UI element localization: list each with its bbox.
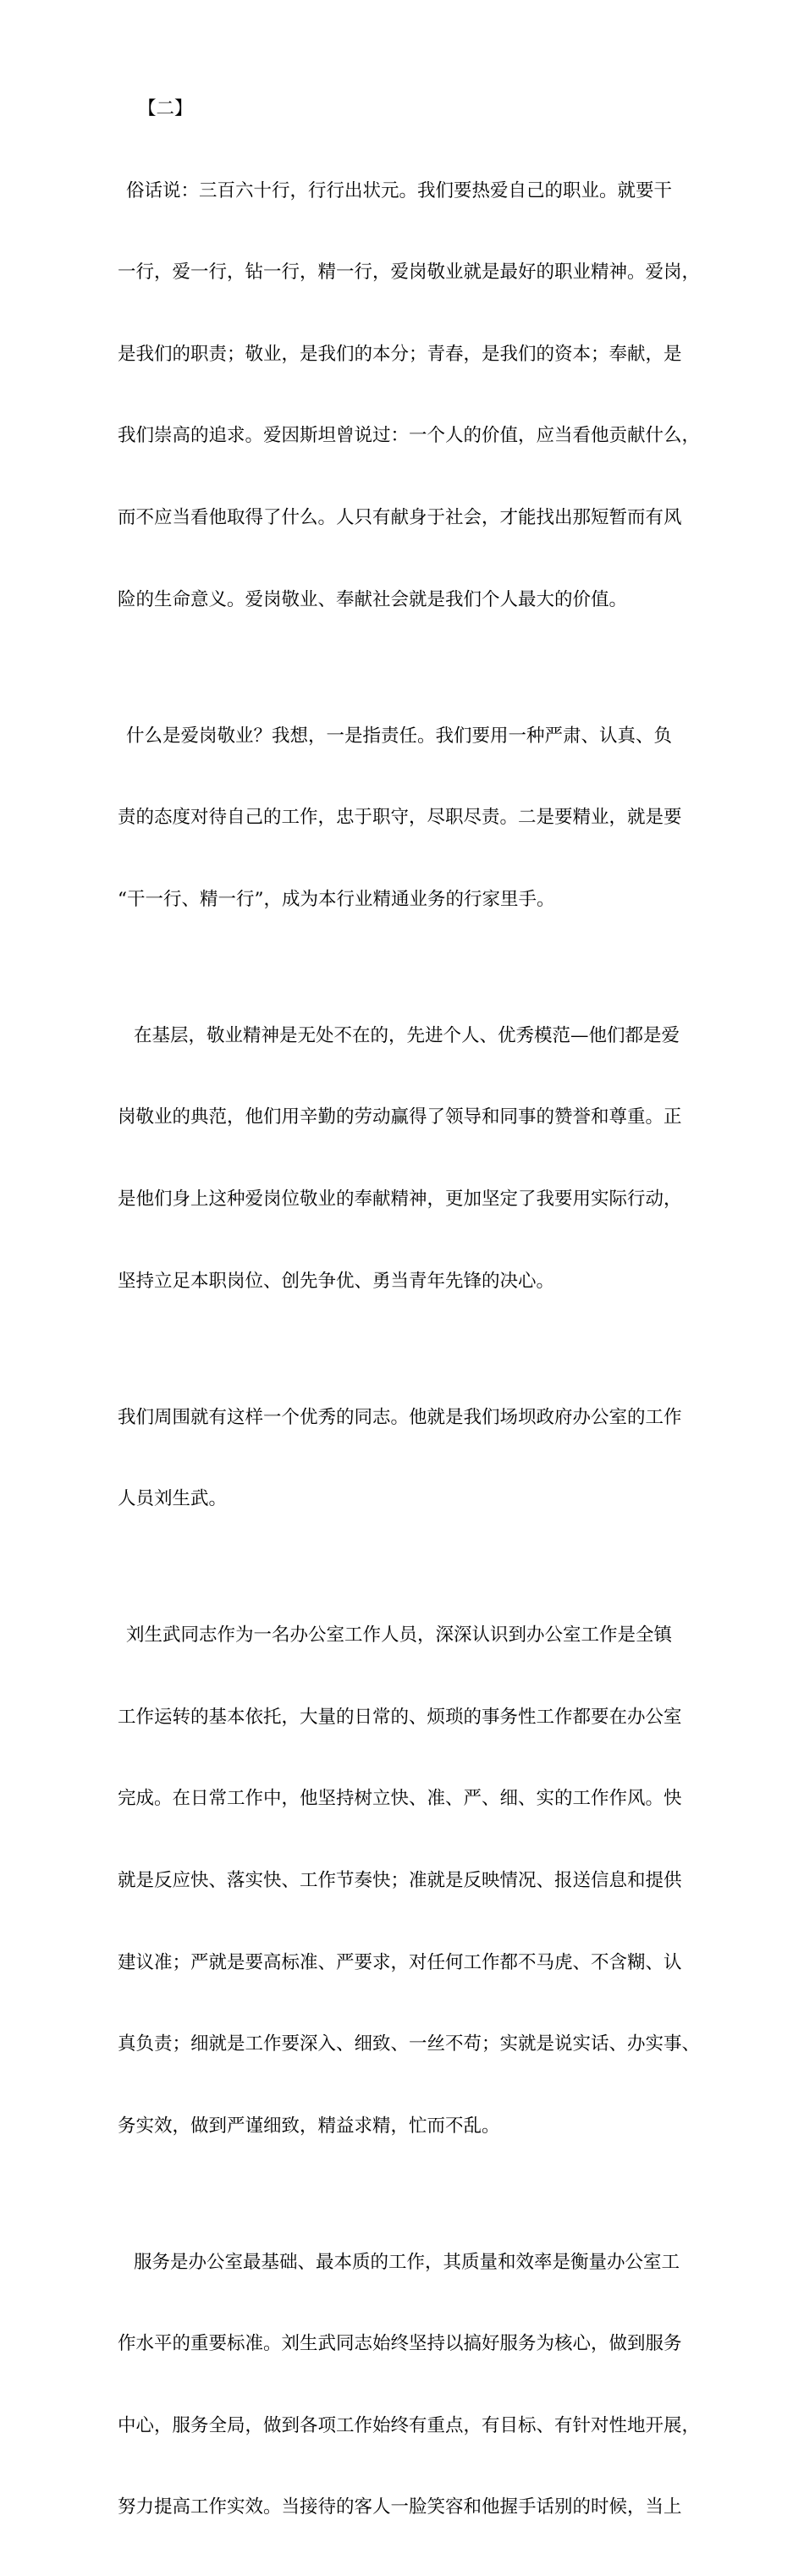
text-line: 是他们身上这种爱岗位敬业的奉献精神，更加坚定了我要用实际行动，: [118, 1188, 682, 1210]
text-line: 服务是办公室最基础、最本质的工作，其质量和效率是衡量办公室工: [134, 2251, 680, 2273]
paragraph-2: [118, 668, 702, 968]
text-line: 我们崇高的追求。爱因斯坦曾说过：一个人的价值，应当看他贡献什么，: [118, 425, 701, 447]
paragraph-3: [118, 968, 702, 1349]
text-line: 在基层，敬业精神是无处不在的，先进个人、优秀模范—他们都是爱: [134, 1024, 680, 1046]
text-line: 而不应当看他取得了什么。人只有献身于社会，才能找出那短暂而有风: [118, 506, 682, 528]
text-line: “干一行、精一行”，成为本行业精通业务的行家里手。: [118, 888, 555, 910]
paragraph-6: [118, 2194, 702, 2576]
text-line: 建议准；严就是要高标准、严要求，对任何工作都不马虎、不含糊、认: [118, 1951, 682, 1973]
paragraph-1: [118, 123, 702, 668]
text-line: 险的生命意义。爱岗敬业、奉献社会就是我们个人最大的价值。: [118, 588, 628, 610]
text-line: 岗敬业的典范，他们用辛勤的劳动赢得了领导和同事的赞誉和尊重。正: [118, 1106, 682, 1128]
text-line: 俗话说：三百六十行，行行出状元。我们要热爱自己的职业。就要干: [126, 179, 673, 201]
section-marker: 【二】: [138, 98, 193, 119]
text-line: 真负责；细就是工作要深入、细致、一丝不苟；实就是说实话、办实事、: [118, 2033, 701, 2055]
text-line: 坚持立足本职岗位、创先争优、勇当青年先锋的决心。: [118, 1270, 555, 1292]
paragraph-5: [118, 1568, 702, 2195]
text-line: 努力提高工作实效。当接待的客人一脸笑容和他握手话别的时候，当上: [118, 2496, 682, 2518]
text-line: 什么是爱岗敬业？我想，一是指责任。我们要用一种严肃、认真、负: [126, 725, 673, 747]
paragraph-4: [118, 1349, 702, 1568]
document-body: [118, 96, 702, 2576]
text-line: 务实效，做到严谨细致，精益求精，忙而不乱。: [118, 2115, 500, 2137]
text-line: 人员刘生武。: [118, 1488, 228, 1510]
text-line: 刘生武同志作为一名办公室工作人员，深深认识到办公室工作是全镇: [126, 1624, 673, 1647]
text-line: 是我们的职责；敬业，是我们的本分；青春，是我们的资本；奉献，是: [118, 343, 682, 365]
text-line: 工作运转的基本依托，大量的日常的、烦琐的事务性工作都要在办公室: [118, 1706, 682, 1728]
text-line: 我们周围就有这样一个优秀的同志。他就是我们场坝政府办公室的工作: [118, 1406, 682, 1428]
text-line: 一行，爱一行，钻一行，精一行，爱岗敬业就是最好的职业精神。爱岗，: [118, 262, 701, 284]
text-line: 就是反应快、落实快、工作节奏快；准就是反映情况、报送信息和提供: [118, 1869, 682, 1891]
text-line: 中心，服务全局，做到各项工作始终有重点，有目标、有针对性地开展，: [118, 2414, 701, 2436]
text-line: 责的态度对待自己的工作，忠于职守，尽职尽责。二是要精业，就是要: [118, 807, 682, 829]
text-line: 完成。在日常工作中，他坚持树立快、准、严、细、实的工作作风。快: [118, 1788, 682, 1810]
text-line: 作水平的重要标准。刘生武同志始终坚持以搞好服务为核心，做到服务: [118, 2333, 682, 2355]
